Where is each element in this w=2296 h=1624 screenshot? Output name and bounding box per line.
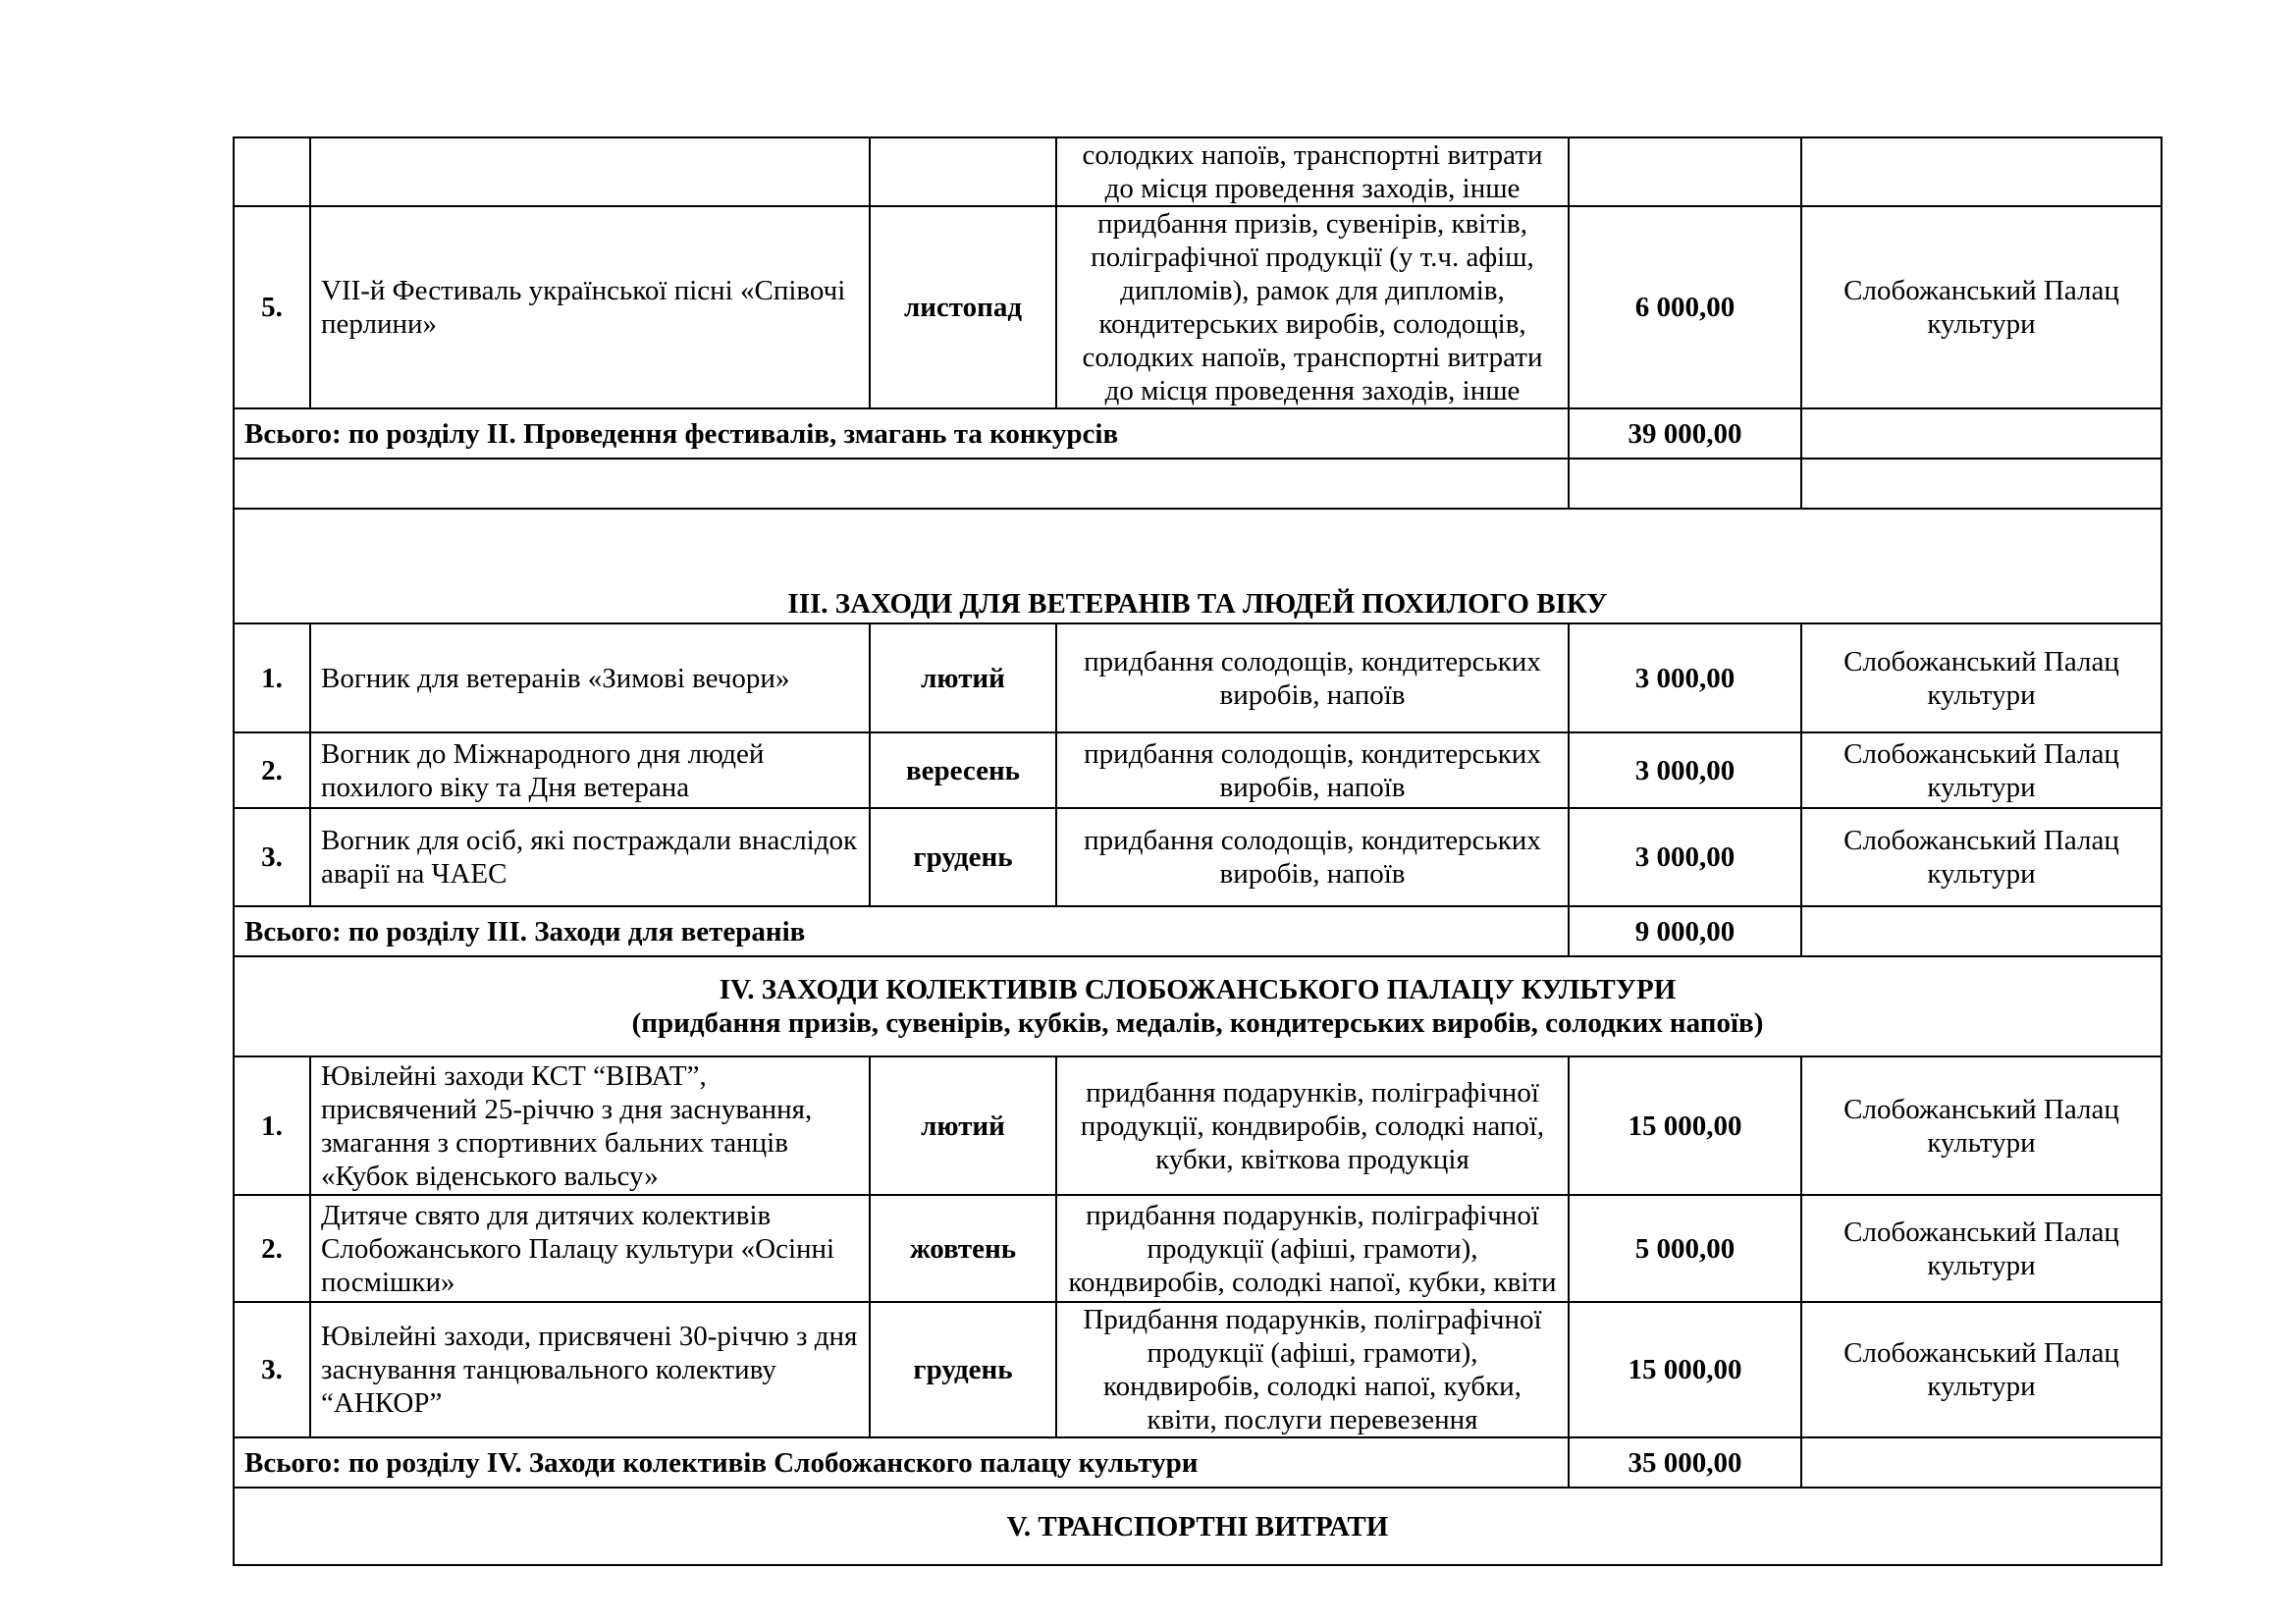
event-month: лютий [870,623,1056,732]
table-row [234,1056,2162,1195]
section-total-row [234,408,2162,459]
event-name: Дитяче свято для дитячих колективів Слобожанського Палацу культури «Осінні посмішки» [310,1195,870,1302]
section-total-row [234,1437,2162,1488]
name-cell [310,137,870,206]
event-month: жовтень [870,1195,1056,1302]
empty-cell [234,459,1569,509]
desc-cell: солодких напоїв, транспортні витрати до місця проведення заходів, інше [1056,137,1569,206]
section-title: V. ТРАНСПОРТНІ ВИТРАТИ [234,1488,2162,1565]
month-cell [870,137,1056,206]
event-organizer: Слобожанський Палац культури [1801,1302,2162,1437]
section-header-row [234,509,2162,623]
event-name: Ювілейні заходи КСТ “ВІВАТ”, присвячений 25-річчю з дня заснування, змагання з спортивних бальних танців «Кубок віденського вальсу» [310,1056,870,1195]
section-total-row [234,906,2162,956]
section-total-amount: 35 000,00 [1569,1437,1801,1488]
event-description: придбання солодощів, кондитерських виробів, напоїв [1056,732,1569,808]
event-name: Вогник для ветеранів «Зимові вечори» [310,623,870,732]
section-total-amount: 39 000,00 [1569,408,1801,459]
event-amount: 3 000,00 [1569,732,1801,808]
section-header-row [234,956,2162,1056]
event-amount: 3 000,00 [1569,808,1801,906]
event-description: придбання солодощів, кондитерських виробів, напоїв [1056,808,1569,906]
event-month: грудень [870,808,1056,906]
row-number: 3. [234,1302,310,1437]
table-row [234,1302,2162,1437]
row-number: 3. [234,808,310,906]
row-number: 5. [234,206,310,408]
event-month: листопад [870,206,1056,408]
section-title [234,956,2162,1056]
empty-cell [1569,459,1801,509]
section-total-amount: 9 000,00 [1569,906,1801,956]
event-amount: 6 000,00 [1569,206,1801,408]
event-amount: 15 000,00 [1569,1302,1801,1437]
event-month: грудень [870,1302,1056,1437]
event-description: придбання подарунків, поліграфічної продукції (афіші, грамоти), кондвиробів, солодкі напої, кубки, квіти [1056,1195,1569,1302]
section-title: III. ЗАХОДИ ДЛЯ ВЕТЕРАНІВ ТА ЛЮДЕЙ ПОХИЛОГО ВІКУ [234,509,2162,623]
section-total-label: Всього: по розділу III. Заходи для ветеранів [234,906,1569,956]
event-name: Вогник до Міжнародного дня людей похилого віку та Дня ветерана [310,732,870,808]
num-cell [234,137,310,206]
table-row [234,1195,2162,1302]
empty-cell [1801,906,2162,956]
event-organizer: Слобожанський Палац культури [1801,1056,2162,1195]
event-organizer: Слобожанський Палац культури [1801,732,2162,808]
event-description: придбання солодощів, кондитерських виробів, напоїв [1056,623,1569,732]
continuation-row [234,137,2162,206]
event-organizer: Слобожанський Палац культури [1801,206,2162,408]
event-name: Вогник для осіб, які постраждали внаслідок аварії на ЧАЕС [310,808,870,906]
event-amount: 3 000,00 [1569,623,1801,732]
event-month: вересень [870,732,1056,808]
event-amount: 5 000,00 [1569,1195,1801,1302]
table-row [234,732,2162,808]
section-subtitle: (придбання призів, сувенірів, кубків, медалів, кондитерських виробів, солодких напоїв) [631,1007,1764,1039]
section-total-label: Всього: по розділу IV. Заходи колективів Слобожанского палацу культури [234,1437,1569,1488]
table-row [234,808,2162,906]
event-name: Ювілейні заходи, присвячені 30-річчю з дня заснування танцювального колективу “АНКОР” [310,1302,870,1437]
events-budget-table [233,136,2163,1566]
row-number: 2. [234,1195,310,1302]
event-organizer: Слобожанський Палац культури [1801,808,2162,906]
empty-cell [1801,1437,2162,1488]
event-month: лютий [870,1056,1056,1195]
table-row [234,623,2162,732]
event-organizer: Слобожанський Палац культури [1801,623,2162,732]
event-description: Придбання подарунків, поліграфічної продукції (афіші, грамоти), кондвиробів, солодкі напої, кубки, квіти, послуги перевезення [1056,1302,1569,1437]
section-title-main: IV. ЗАХОДИ КОЛЕКТИВІВ СЛОБОЖАНСЬКОГО ПАЛАЦУ КУЛЬТУРИ [719,974,1677,1005]
empty-cell [1801,408,2162,459]
event-name: VII-й Фестиваль української пісні «Співочі перлини» [310,206,870,408]
org-cell [1801,137,2162,206]
row-number: 1. [234,1056,310,1195]
table-row [234,206,2162,408]
section-total-label: Всього: по розділу II. Проведення фестивалів, змагань та конкурсів [234,408,1569,459]
event-description: придбання призів, сувенірів, квітів, поліграфічної продукції (у т.ч. афіш, дипломів), рамок для дипломів, кондитерських виробів, солодощів, солодких напоїв, транспортні витрати до місця проведення заходів, інше [1056,206,1569,408]
amount-cell [1569,137,1801,206]
row-number: 1. [234,623,310,732]
row-number: 2. [234,732,310,808]
section-header-row [234,1488,2162,1565]
event-description: придбання подарунків, поліграфічної продукції, кондвиробів, солодкі напої, кубки, квіткова продукція [1056,1056,1569,1195]
event-amount: 15 000,00 [1569,1056,1801,1195]
empty-row [234,459,2162,509]
empty-cell [1801,459,2162,509]
event-organizer: Слобожанський Палац культури [1801,1195,2162,1302]
